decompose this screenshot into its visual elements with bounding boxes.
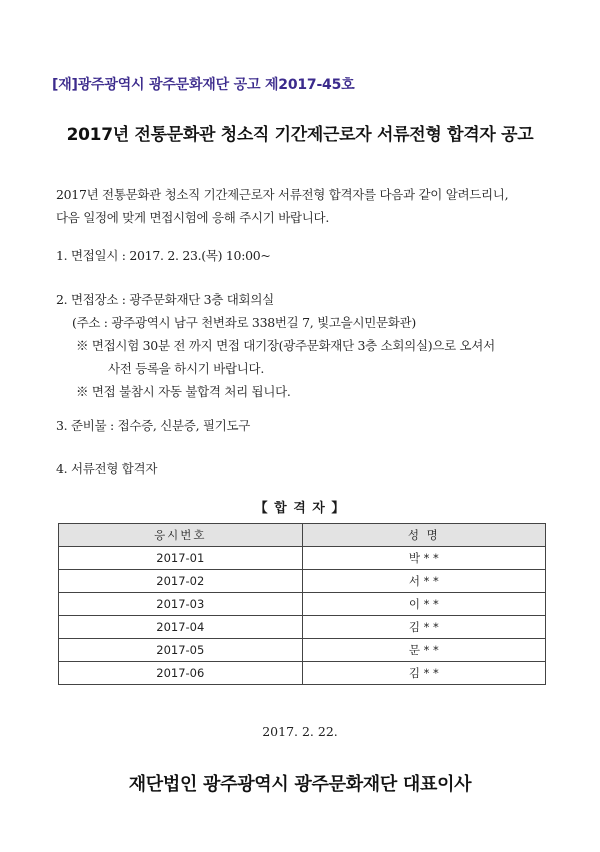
section-interview-date: 1. 면접일시 : 2017. 2. 23.(목) 10:00~ (56, 248, 271, 263)
applicant-number: 2017-06 (59, 662, 303, 685)
table-row (59, 570, 546, 593)
header-applicant-number: 응시번호 (59, 524, 303, 547)
notice-number: [재]광주광역시 광주문화재단 공고 제2017-45호 (52, 77, 355, 93)
passers-table (58, 523, 546, 685)
interview-address: (주소 : 광주광역시 남구 천변좌로 338번길 7, 빛고을시민문화관) (72, 315, 416, 330)
applicant-name: 이 * * (302, 593, 545, 616)
document-date: 2017. 2. 22. (262, 724, 338, 739)
registration-note: ※ 면접시험 30분 전 까지 면접 대기장(광주문화재단 3층 소회의실)으로 오셔서 (76, 338, 495, 353)
applicant-number: 2017-02 (59, 570, 303, 593)
applicant-number: 2017-04 (59, 616, 303, 639)
table-heading: 【 합 격 자 】 (254, 501, 346, 516)
absence-note: ※ 면접 불참시 자동 불합격 처리 됩니다. (76, 384, 291, 399)
table-row (59, 639, 546, 662)
intro-paragraph (56, 183, 556, 229)
table-row (59, 662, 546, 685)
interview-place-line: 2. 면접장소 : 광주문화재단 3층 대회의실 (56, 292, 274, 307)
applicant-name: 박 * * (302, 547, 545, 570)
header-name: 성 명 (302, 524, 545, 547)
applicant-number: 2017-01 (59, 547, 303, 570)
issuer-signature: 재단법인 광주광역시 광주문화재단 대표이사 (128, 774, 472, 795)
intro-line-1: 2017년 전통문화관 청소직 기간제근로자 서류전형 합격자를 다음과 같이 알려드리니, (56, 187, 509, 202)
applicant-number: 2017-05 (59, 639, 303, 662)
table-row (59, 547, 546, 570)
table-row (59, 593, 546, 616)
intro-line-2: 다음 일정에 맞게 면접시험에 응해 주시기 바랍니다. (56, 210, 329, 225)
section-passers: 4. 서류전형 합격자 (56, 461, 158, 476)
registration-note-cont: 사전 등록을 하시기 바랍니다. (108, 361, 264, 376)
document-title: 2017년 전통문화관 청소직 기간제근로자 서류전형 합격자 공고 (66, 125, 534, 145)
table-row (59, 616, 546, 639)
applicant-name: 문 * * (302, 639, 545, 662)
applicant-name: 서 * * (302, 570, 545, 593)
section-materials: 3. 준비물 : 접수증, 신분증, 필기도구 (56, 418, 251, 433)
applicant-name: 김 * * (302, 662, 545, 685)
applicant-number: 2017-03 (59, 593, 303, 616)
section-interview-place (56, 288, 556, 403)
table-header-row (59, 524, 546, 547)
applicant-name: 김 * * (302, 616, 545, 639)
